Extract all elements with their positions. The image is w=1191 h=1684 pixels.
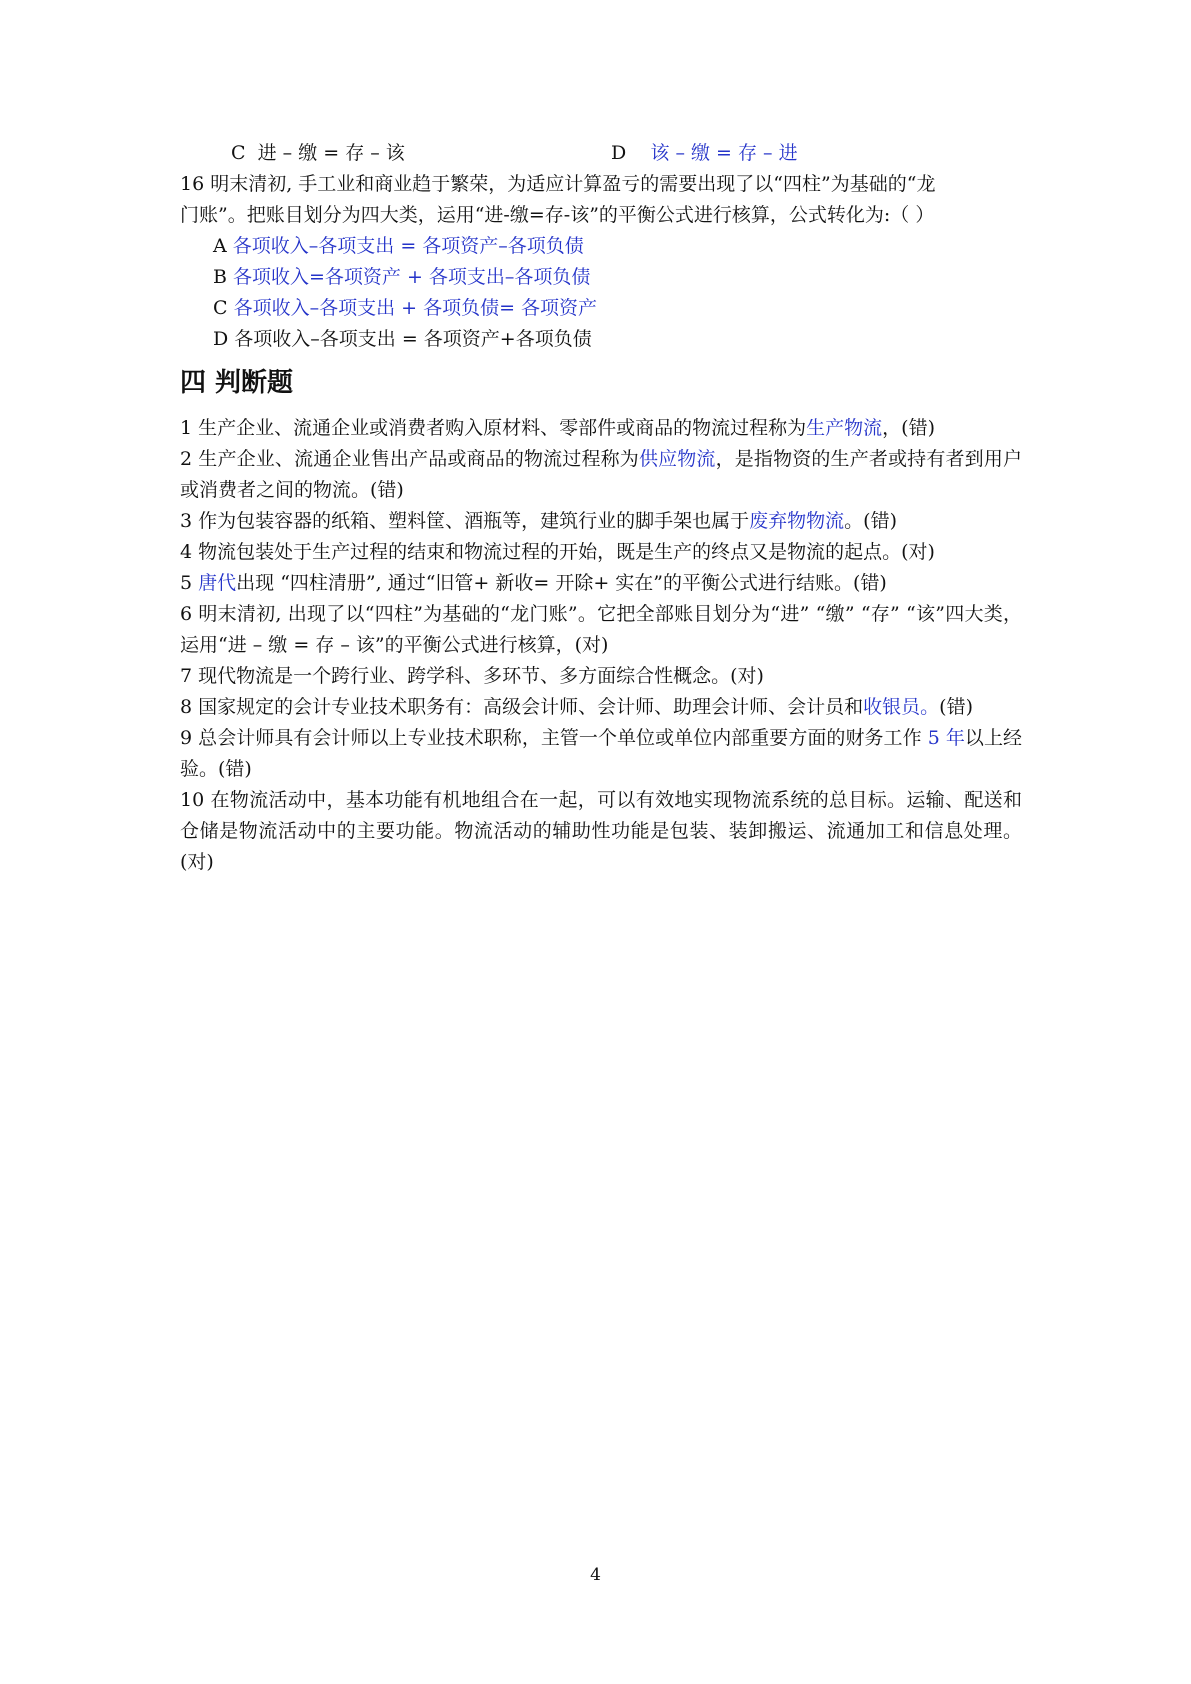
q16-stem-line2: 门账”。把账目划分为四大类，运用“进-缴=存-该”的平衡公式进行核算，公式转化为:（ ） xyxy=(180,204,935,226)
q16-option-c: C 各项收入–各项支出 + 各项负债= 各项资产 xyxy=(213,297,598,319)
judgment-item-10: 10 在物流活动中，基本功能有机地组合在一起，可以有效地实现物流系统的总目标。运输、配送和仓储是物流活动中的主要功能。物流活动的辅助性功能是包装、装卸搬运、流通加工和信息处理。(对) xyxy=(180,789,1022,873)
judgment-item-7: 7 现代物流是一个跨行业、跨学科、多环节、多方面综合性概念。(对) xyxy=(180,665,764,687)
judgment-item-2: 2 生产企业、流通企业售出产品或商品的物流过程称为供应物流，是指物资的生产者或持有者到用户或消费者之间的物流。(错) xyxy=(180,448,1022,501)
q15-options-row xyxy=(180,138,1022,169)
q15-option-d: D 该 – 缴 = 存 – 进 xyxy=(611,142,798,164)
judgment-item-8: 8 国家规定的会计专业技术职务有：高级会计师、会计师、助理会计师、会计员和收银员。(错) xyxy=(180,696,973,718)
judgment-item-5: 5 唐代出现 “四柱清册”, 通过“旧管+ 新收= 开除+ 实在”的平衡公式进行结账。(错) xyxy=(180,572,887,594)
q16-option-d: D 各项收入–各项支出 = 各项资产+各项负债 xyxy=(213,328,592,350)
page-number: 4 xyxy=(590,1565,601,1585)
judgment-item-1: 1 生产企业、流通企业或消费者购入原材料、零部件或商品的物流过程称为生产物流，(错) xyxy=(180,417,935,439)
q16-stem-line1: 16 明末清初, 手工业和商业趋于繁荣，为适应计算盈亏的需要出现了以“四柱”为基础的“龙 xyxy=(180,173,936,195)
q15-option-c: C 进 – 缴 = 存 – 该 xyxy=(231,142,405,164)
q16-option-b: B 各项收入=各项资产 + 各项支出–各项负债 xyxy=(213,266,591,288)
judgment-item-6: 6 明末清初, 出现了以“四柱”为基础的“龙门账”。它把全部账目划分为“进” “缴” “存” “该”四大类，运用“进 – 缴 = 存 – 该”的平衡公式进行核算，(对) xyxy=(180,603,1022,656)
section-title: 四 判断题 xyxy=(180,368,294,398)
judgment-item-9: 9 总会计师具有会计师以上专业技术职称，主管一个单位或单位内部重要方面的财务工作 5 年以上经验。(错) xyxy=(180,727,1022,780)
judgment-item-3: 3 作为包装容器的纸箱、塑料筐、酒瓶等，建筑行业的脚手架也属于废弃物物流。(错) xyxy=(180,510,897,532)
q16-option-a: A 各项收入–各项支出 = 各项资产–各项负债 xyxy=(213,235,584,257)
judgment-item-4: 4 物流包装处于生产过程的结束和物流过程的开始，既是生产的终点又是物流的起点。(对) xyxy=(180,541,935,563)
page-content xyxy=(180,138,1022,878)
